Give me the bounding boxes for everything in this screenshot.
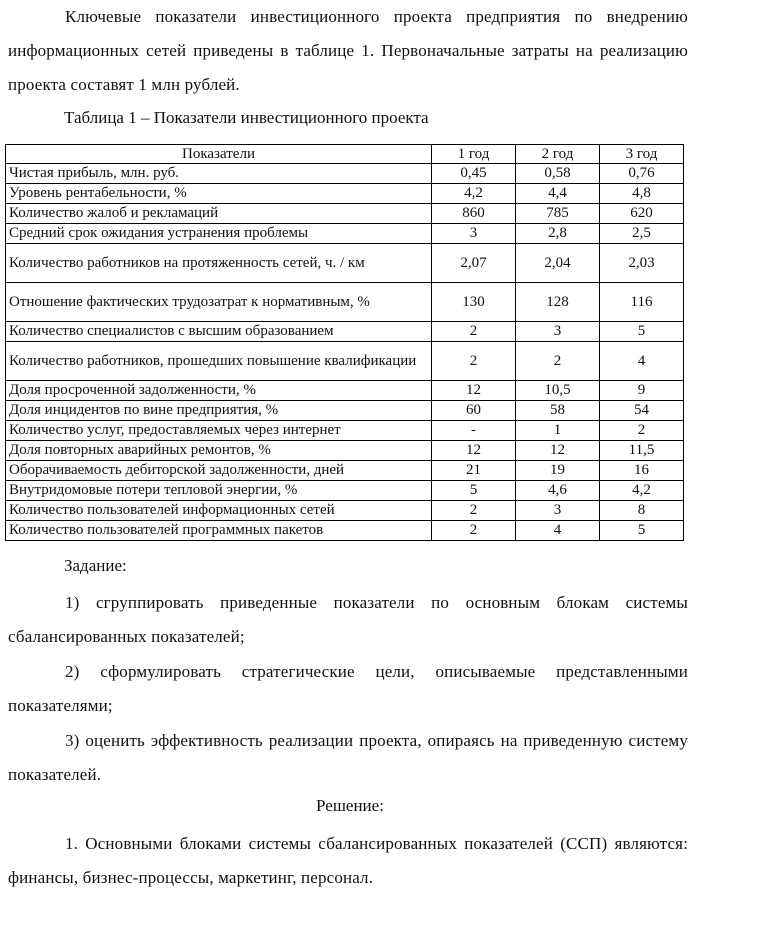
indicator-label: Отношение фактических трудозатрат к нормативным, %: [6, 283, 432, 322]
table-row: [6, 521, 684, 541]
indicator-label: Количество жалоб и рекламаций: [6, 204, 432, 224]
year-1-value: 0,45: [432, 164, 516, 184]
year-1-value: 5: [432, 481, 516, 501]
year-3-value: 2: [600, 421, 684, 441]
table-row: [6, 481, 684, 501]
task-title: Задание:: [64, 556, 127, 575]
table-row: [6, 342, 684, 381]
table-header-row: [6, 145, 684, 164]
table-row: [6, 322, 684, 342]
year-2-value: 2: [516, 342, 600, 381]
indicator-label: Количество работников на протяженность сетей, ч. / км: [6, 244, 432, 283]
year-2-value: 4: [516, 521, 600, 541]
indicator-label: Количество пользователей информационных сетей: [6, 501, 432, 521]
header-year-2: 2 год: [516, 145, 600, 164]
year-2-value: 128: [516, 283, 600, 322]
solution-paragraph: 1. Основными блоками системы сбалансированных показателей (ССП) являются: финансы, бизнес-процессы, маркетинг, персонал.: [8, 834, 688, 887]
indicators-table: [5, 144, 684, 541]
year-1-value: 860: [432, 204, 516, 224]
year-2-value: 10,5: [516, 381, 600, 401]
year-2-value: 3: [516, 501, 600, 521]
year-3-value: 2,5: [600, 224, 684, 244]
year-3-value: 620: [600, 204, 684, 224]
year-3-value: 4,8: [600, 184, 684, 204]
header-year-1: 1 год: [432, 145, 516, 164]
year-2-value: 4,6: [516, 481, 600, 501]
year-2-value: 1: [516, 421, 600, 441]
indicator-label: Доля инцидентов по вине предприятия, %: [6, 401, 432, 421]
year-3-value: 0,76: [600, 164, 684, 184]
year-1-value: 12: [432, 381, 516, 401]
solution-title: Решение:: [316, 796, 384, 815]
year-1-value: 2: [432, 501, 516, 521]
year-1-value: 2,07: [432, 244, 516, 283]
year-2-value: 0,58: [516, 164, 600, 184]
year-1-value: 2: [432, 322, 516, 342]
year-3-value: 9: [600, 381, 684, 401]
year-2-value: 19: [516, 461, 600, 481]
year-2-value: 12: [516, 441, 600, 461]
indicator-label: Количество пользователей программных пакетов: [6, 521, 432, 541]
table-row: [6, 244, 684, 283]
year-2-value: 58: [516, 401, 600, 421]
year-3-value: 5: [600, 322, 684, 342]
table-row: [6, 204, 684, 224]
table-row: [6, 421, 684, 441]
indicator-label: Оборачиваемость дебиторской задолженности, дней: [6, 461, 432, 481]
year-3-value: 11,5: [600, 441, 684, 461]
intro-paragraph: Ключевые показатели инвестиционного проекта предприятия по внедрению информационных сетей приведены в таблице 1. Первоначальные затраты на реализацию проекта составят 1 млн рублей.: [8, 7, 688, 94]
indicator-label: Доля повторных аварийных ремонтов, %: [6, 441, 432, 461]
year-3-value: 54: [600, 401, 684, 421]
year-1-value: 3: [432, 224, 516, 244]
year-1-value: 60: [432, 401, 516, 421]
year-1-value: 2: [432, 342, 516, 381]
year-1-value: 21: [432, 461, 516, 481]
year-3-value: 116: [600, 283, 684, 322]
indicator-label: Количество услуг, предоставляемых через интернет: [6, 421, 432, 441]
table-row: [6, 401, 684, 421]
indicator-label: Количество работников, прошедших повышение квалификации: [6, 342, 432, 381]
indicator-label: Чистая прибыль, млн. руб.: [6, 164, 432, 184]
year-1-value: -: [432, 421, 516, 441]
table-row: [6, 441, 684, 461]
table-caption: Таблица 1 – Показатели инвестиционного проекта: [64, 108, 429, 127]
year-1-value: 4,2: [432, 184, 516, 204]
table-row: [6, 283, 684, 322]
year-3-value: 8: [600, 501, 684, 521]
task-item-1: 1) сгруппировать приведенные показатели по основным блокам системы сбалансированных показателей;: [8, 593, 688, 646]
indicator-label: Доля просроченной задолженности, %: [6, 381, 432, 401]
task-item-3: 3) оценить эффективность реализации проекта, опираясь на приведенную систему показателей.: [8, 731, 688, 784]
year-1-value: 130: [432, 283, 516, 322]
year-2-value: 4,4: [516, 184, 600, 204]
year-1-value: 2: [432, 521, 516, 541]
year-3-value: 2,03: [600, 244, 684, 283]
table-row: [6, 381, 684, 401]
table-row: [6, 224, 684, 244]
table-row: [6, 184, 684, 204]
indicator-label: Средний срок ожидания устранения проблемы: [6, 224, 432, 244]
header-year-3: 3 год: [600, 145, 684, 164]
year-3-value: 5: [600, 521, 684, 541]
year-2-value: 2,8: [516, 224, 600, 244]
table-row: [6, 164, 684, 184]
task-item-2: 2) сформулировать стратегические цели, описываемые представленными показателями;: [8, 662, 688, 715]
year-3-value: 4,2: [600, 481, 684, 501]
table-row: [6, 461, 684, 481]
indicator-label: Уровень рентабельности, %: [6, 184, 432, 204]
year-2-value: 785: [516, 204, 600, 224]
year-2-value: 3: [516, 322, 600, 342]
year-3-value: 16: [600, 461, 684, 481]
year-1-value: 12: [432, 441, 516, 461]
year-2-value: 2,04: [516, 244, 600, 283]
table-row: [6, 501, 684, 521]
header-indicators: Показатели: [6, 145, 432, 164]
year-3-value: 4: [600, 342, 684, 381]
indicator-label: Внутридомовые потери тепловой энергии, %: [6, 481, 432, 501]
indicator-label: Количество специалистов с высшим образованием: [6, 322, 432, 342]
